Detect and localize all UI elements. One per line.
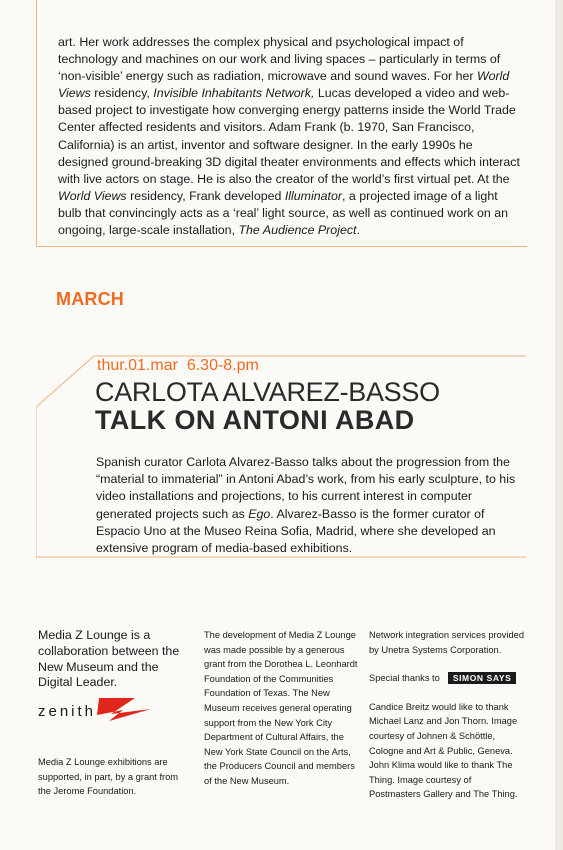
special-thanks-label: Special thanks to	[369, 673, 440, 684]
italic-title: Invisible Inhabitants Network,	[153, 86, 315, 101]
text-run: , a projected image of a light bulb that convincingly acts as a ‘real’ light source, as well as continued work on an ongoing, large-scale installation,	[58, 188, 508, 238]
intro-paragraph	[58, 34, 520, 239]
italic-title: World Views	[58, 69, 510, 101]
page-edge	[555, 0, 563, 850]
development-note: The development of Media Z Lounge was made possible by a generous grant from the Dorothea L. Leonhardt Foundation of the Communities Foundation of Texas. The New Museum receives general operating support from the New York City Department of Cultural Affairs, the New York State Council on the Arts, the Producers Council and members of the New Museum.	[204, 630, 358, 786]
event-date-time: thur.01.mar 6.30-8.pm	[97, 357, 259, 374]
event-speaker: CARLOTA ALVAREZ-BASSO	[95, 377, 440, 407]
event-title: TALK ON ANTONI ABAD	[95, 405, 415, 435]
text-run: .	[356, 223, 360, 238]
text-run: Spanish curator Carlota Alvarez-Basso talks about the progression from the “material to immaterial” in Antoni Abad’s work, from his early sculpture, to his video installations and projections, to his current interest in computer generated projects such as	[96, 455, 516, 521]
text-run: residency, Frank developed	[126, 188, 285, 203]
month-heading: MARCH	[56, 289, 124, 309]
footer-column-lounge	[38, 628, 188, 725]
text-run: art. Her work addresses the complex physical and psychological impact of technology and machines on our work and living spaces – particularly in terms of ‘non-visible’ energy such as radiation, microwave and sound waves. For her	[58, 35, 501, 84]
simon-says-badge: SIMON SAYS	[448, 672, 517, 684]
zenith-logo	[38, 695, 188, 725]
event-description	[96, 454, 526, 557]
zenith-z-icon	[93, 693, 153, 723]
italic-title: World Views	[58, 188, 127, 203]
footer-column-credits	[369, 628, 525, 802]
text-run: . Alvarez-Basso is the former curator of Espacio Uno at the Museo Reina Sofia, Madrid, where she developed an extensive program of media-based exhibitions.	[96, 506, 496, 556]
italic-title: Illuminator	[284, 188, 342, 203]
foundation-note: Media Z Lounge exhibitions are supported, in part, by a grant from the Jerome Foundation.	[38, 757, 179, 797]
zenith-wordmark: zenith	[38, 703, 97, 721]
italic-title: The Audience Project	[238, 223, 357, 238]
special-thanks	[369, 671, 525, 686]
italic-title: Ego	[248, 506, 271, 521]
network-note: Network integration services provided by Unetra Systems Corporation.	[369, 630, 525, 655]
footer-column-development	[204, 628, 360, 789]
text-run: residency,	[90, 86, 154, 101]
artist-thanks: Candice Breitz would like to thank Michael Lanz and Jon Thorn. Image courtesy of Johnen & Schöttle, Cologne and Art & Public, Geneva. John Klima would like to thank The Thing. Image courtesy of Postmasters Gallery and The Thing.	[369, 701, 518, 800]
text-run: Lucas developed a video and web-based project to investigate how converging energy patterns inside the World Trade Center affected residents and visitors. Adam Frank (b. 1970, San Francisco, California) is an artist, inventor and software designer. In the early 1990s he designed ground-breaking 3D digital theater environments and effects which interact with live actors on stage. He is also the creator of the world’s first virtual pet. At the	[58, 86, 520, 186]
lounge-intro: Media Z Lounge is a collaboration between the New Museum and the Digital Leader.	[38, 628, 180, 690]
